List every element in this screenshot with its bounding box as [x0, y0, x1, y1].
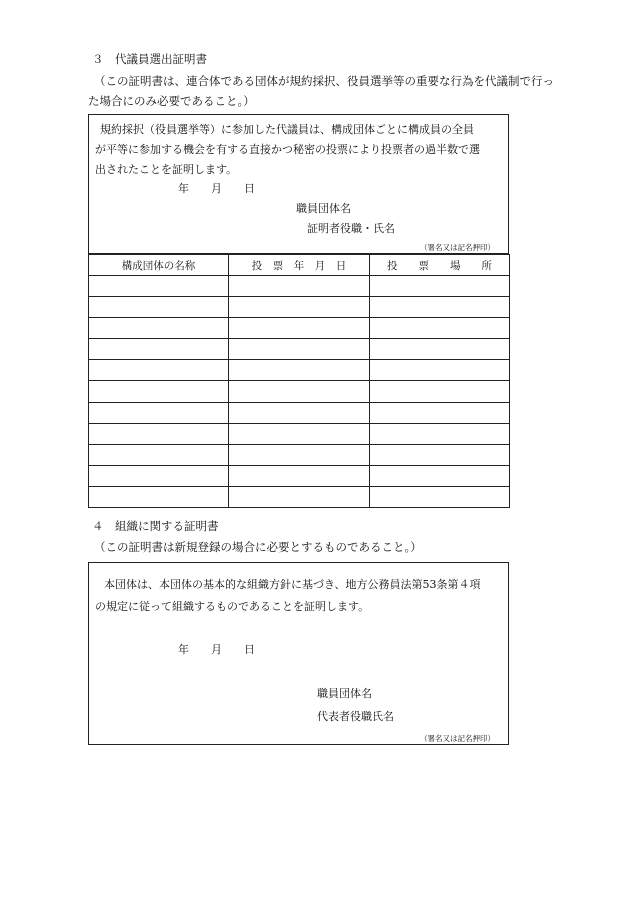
- section3-heading: ３ 代議員選出証明書: [92, 52, 207, 66]
- table-row: [89, 486, 510, 507]
- table-cell: [229, 318, 370, 339]
- table-cell: [370, 423, 510, 444]
- header-vote-date: 投 票 年 月 日: [229, 255, 370, 276]
- table-cell: [229, 444, 370, 465]
- table-cell: [89, 465, 229, 486]
- table-cell: [229, 297, 370, 318]
- table-cell: [89, 360, 229, 381]
- table-cell: [89, 423, 229, 444]
- org-body-line2: の規定に従って組織するものであることを証明します。: [95, 600, 370, 613]
- header-member-org: 構成団体の名称: [89, 255, 229, 276]
- header-vote-place: 投 票 場 所: [370, 255, 510, 276]
- table-row: [89, 465, 510, 486]
- table-cell: [370, 339, 510, 360]
- table-row: [89, 276, 510, 297]
- org-rep-label: 代表者役職氏名: [317, 710, 394, 723]
- delegate-org-label: 職員団体名: [296, 202, 351, 215]
- delegate-vote-table: [88, 254, 510, 508]
- section4-heading: ４ 組織に関する証明書: [92, 519, 219, 533]
- table-row: [89, 423, 510, 444]
- table-row: [89, 297, 510, 318]
- table-cell: [370, 276, 510, 297]
- org-date: 年 月 日: [178, 643, 255, 656]
- table-cell: [370, 465, 510, 486]
- delegate-body-line2: が平等に参加する機会を有する直接かつ秘密の投票により投票者の過半数で選: [95, 143, 480, 156]
- table-cell: [229, 402, 370, 423]
- delegate-date: 年 月 日: [178, 182, 255, 195]
- table-cell: [370, 297, 510, 318]
- table-cell: [89, 339, 229, 360]
- table-cell: [370, 486, 510, 507]
- table-cell: [370, 360, 510, 381]
- table-row: [89, 339, 510, 360]
- table-cell: [229, 486, 370, 507]
- org-body-line1: 本団体は、本団体の基本的な組織方針に基づき、地方公務員法第53条第４項: [104, 578, 481, 591]
- table-row: [89, 402, 510, 423]
- table-cell: [89, 486, 229, 507]
- table-cell: [89, 297, 229, 318]
- table-header-row: [89, 255, 510, 276]
- table-cell: [229, 465, 370, 486]
- table-cell: [370, 444, 510, 465]
- table-row: [89, 444, 510, 465]
- table-cell: [89, 276, 229, 297]
- table-cell: [370, 381, 510, 402]
- table-cell: [89, 381, 229, 402]
- section4-note: （この証明書は新規登録の場合に必要とするものであること。）: [94, 540, 422, 554]
- section3-note-line2: た場合にのみ必要であること。）: [88, 94, 255, 108]
- table-cell: [89, 444, 229, 465]
- table-row: [89, 360, 510, 381]
- table-cell: [89, 318, 229, 339]
- table-cell: [229, 423, 370, 444]
- delegate-certifier-label: 証明者役職・氏名: [307, 222, 395, 235]
- table-cell: [370, 402, 510, 423]
- org-org-label: 職員団体名: [317, 687, 372, 700]
- delegate-seal-note: （署名又は記名押印）: [420, 243, 495, 252]
- table-cell: [89, 402, 229, 423]
- delegate-body-line1: 規約採択（役員選挙等）に参加した代議員は、構成団体ごとに構成員の全員: [100, 123, 474, 136]
- section3-note-line1: （この証明書は、連合体である団体が規約採択、役員選挙等の重要な行為を代議制で行っ: [94, 74, 554, 88]
- org-seal-note: （署名又は記名押印）: [420, 734, 495, 743]
- table-cell: [229, 360, 370, 381]
- table-cell: [229, 276, 370, 297]
- table-row: [89, 381, 510, 402]
- table-cell: [370, 318, 510, 339]
- table-cell: [229, 339, 370, 360]
- table-row: [89, 318, 510, 339]
- table-cell: [229, 381, 370, 402]
- delegate-body-line3: 出されたことを証明します。: [95, 163, 238, 176]
